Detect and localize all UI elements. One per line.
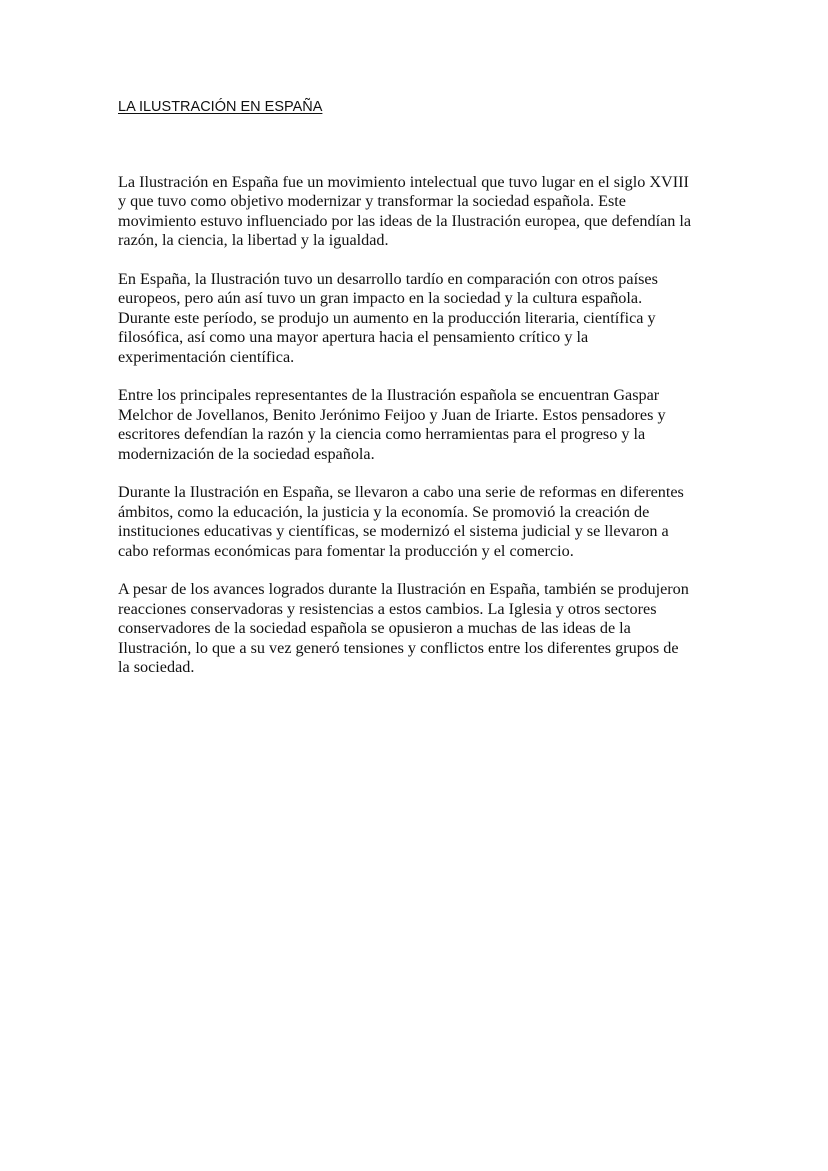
- text-line: conservadores de la sociedad española se opusieron a muchas de las ideas de la: [118, 619, 631, 638]
- text-line: Melchor de Jovellanos, Benito Jerónimo Feijoo y Juan de Iriarte. Estos pensadores y: [118, 405, 666, 424]
- text-line: Durante este período, se produjo un aumento en la producción literaria, científica y: [118, 308, 656, 327]
- text-line: europeos, pero aún así tuvo un gran impacto en la sociedad y la cultura española.: [118, 289, 643, 308]
- text-line: cabo reformas económicas para fomentar la producción y el comercio.: [118, 541, 574, 560]
- document-title: LA ILUSTRACIÓN EN ESPAÑA: [118, 99, 323, 115]
- text-line: Ilustración, lo que a su vez generó tensiones y conflictos entre los diferentes grupos de: [118, 638, 679, 657]
- paragraph-3: [118, 386, 718, 464]
- text-line: Durante la Ilustración en España, se llevaron a cabo una serie de reformas en diferentes: [118, 483, 684, 502]
- text-line: movimiento estuvo influenciado por las ideas de la Ilustración europea, que defendían la: [118, 211, 692, 230]
- paragraph-2: [118, 270, 718, 367]
- paragraph-4: [118, 483, 718, 561]
- paragraph-5: [118, 580, 718, 677]
- text-line: experimentación científica.: [118, 347, 295, 366]
- text-line: En España, la Ilustración tuvo un desarrollo tardío en comparación con otros países: [118, 270, 658, 289]
- text-line: filosófica, así como una mayor apertura hacia el pensamiento crítico y la: [118, 328, 589, 347]
- text-line: La Ilustración en España fue un movimiento intelectual que tuvo lugar en el siglo XVIII: [118, 173, 689, 191]
- text-line: modernización de la sociedad española.: [118, 444, 375, 463]
- paragraph-1: [118, 173, 718, 251]
- text-line: ámbitos, como la educación, la justicia y la economía. Se promovió la creación de: [118, 502, 650, 521]
- text-line: la sociedad.: [118, 658, 195, 677]
- text-line: A pesar de los avances logrados durante la Ilustración en España, también se produjeron: [118, 580, 689, 599]
- text-line: y que tuvo como objetivo modernizar y transformar la sociedad española. Este: [118, 192, 626, 211]
- text-line: Entre los principales representantes de la Ilustración española se encuentran Gaspar: [118, 386, 660, 405]
- document-body: [118, 173, 718, 697]
- text-line: razón, la ciencia, la libertad y la igualdad.: [118, 231, 389, 250]
- text-line: instituciones educativas y científicas, se modernizó el sistema judicial y se llevaron a: [118, 522, 669, 541]
- text-line: reacciones conservadoras y resistencias a estos cambios. La Iglesia y otros sectores: [118, 599, 657, 618]
- text-line: escritores defendían la razón y la ciencia como herramientas para el progreso y la: [118, 425, 646, 444]
